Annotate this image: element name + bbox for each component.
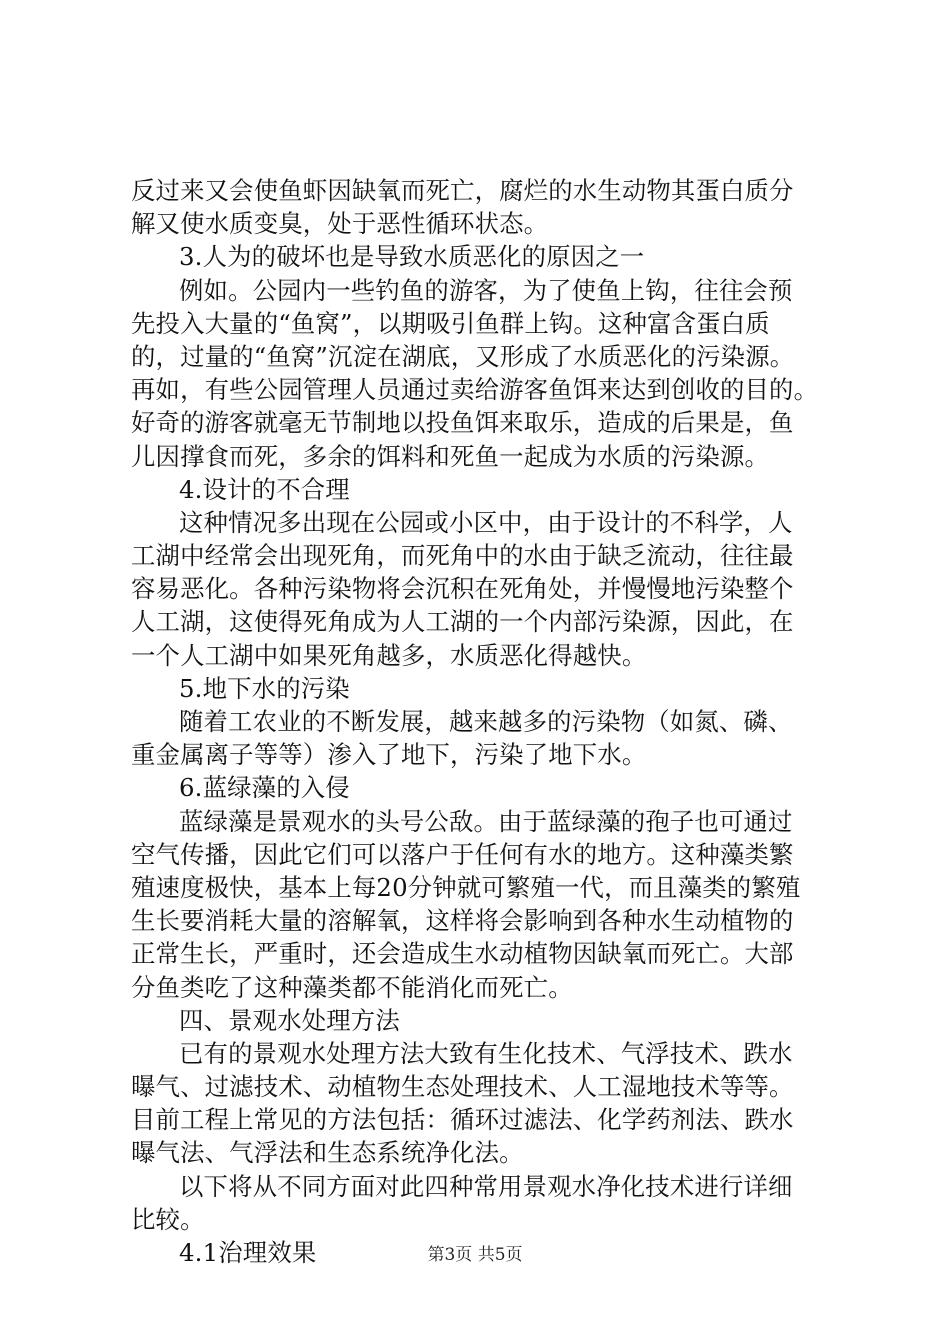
text-line: 重金属离子等等）渗入了地下，污染了地下水。: [131, 740, 647, 770]
text-line: 儿因撑食而死，多余的饵料和死鱼一起成为水质的污染源。: [131, 441, 770, 471]
text-line: 比较。: [131, 1204, 205, 1234]
text-line: 目前工程上常见的方法包括：循环过滤法、化学药剂法、跌水: [131, 1105, 794, 1135]
text-line: 已有的景观水处理方法大致有生化技术、气浮技术、跌水: [179, 1038, 793, 1068]
text-line: 例如。公园内一些钓鱼的游客，为了使鱼上钩，往往会预: [179, 275, 793, 305]
text-line: 这种情况多出现在公园或小区中，由于设计的不科学，人: [179, 507, 793, 537]
text-line: 反过来又会使鱼虾因缺氧而死亡，腐烂的水生动物其蛋白质分: [131, 176, 794, 205]
text-line: 分鱼类吃了这种藻类都不能消化而死亡。: [131, 972, 573, 1002]
text-line: 殖速度极快，基本上每20分钟就可繁殖一代，而且藻类的繁殖: [131, 872, 801, 902]
section-heading: 5.地下水的污染: [179, 673, 350, 703]
body-text: [131, 174, 831, 1269]
section-heading: 3.人为的破坏也是导致水质恶化的原因之一: [179, 242, 645, 272]
text-line: 的，过量的“鱼窝”沉淀在湖底，又形成了水质恶化的污染源。: [131, 341, 795, 371]
text-line: 解又使水质变臭，处于恶性循环状态。: [131, 209, 549, 239]
section-heading: 4.1治理效果: [179, 1238, 317, 1267]
text-line: 正常生长，严重时，还会造成生水动植物因缺氧而死亡。大部: [131, 939, 794, 969]
section-heading: 四、景观水处理方法: [179, 1005, 400, 1035]
text-line: 人工湖，这使得死角成为人工湖的一个内部污染源，因此，在: [131, 607, 794, 637]
text-line: 先投入大量的“鱼窝”，以期吸引鱼群上钩。这种富含蛋白质: [131, 308, 770, 338]
text-line: 再如，有些公园管理人员通过卖给游客鱼饵来达到创收的目的。: [131, 375, 819, 405]
text-line: 曝气法、气浮法和生态系统净化法。: [131, 1138, 524, 1168]
page-footer: 第3页 共5页: [427, 1245, 523, 1265]
text-line: 曝气、过滤技术、动植物生态处理技术、人工湿地技术等等。: [131, 1072, 794, 1102]
section-heading: 6.蓝绿藻的入侵: [179, 773, 350, 803]
text-line: 随着工农业的不断发展，越来越多的污染物（如氮、磷、: [179, 707, 793, 736]
text-line: 空气传播，因此它们可以落户于任何有水的地方。这种藻类繁: [131, 839, 794, 869]
text-line: 工湖中经常会出现死角，而死角中的水由于缺乏流动，往往最: [131, 541, 794, 571]
text-line: 好奇的游客就毫无节制地以投鱼饵来取乐，造成的后果是，鱼: [131, 408, 794, 438]
text-line: 蓝绿藻是景观水的头号公敌。由于蓝绿藻的孢子也可通过: [179, 806, 793, 836]
section-heading: 4.设计的不合理: [179, 474, 350, 504]
text-line: 容易恶化。各种污染物将会沉积在死角处，并慢慢地污染整个: [131, 574, 794, 604]
text-line: 生长要消耗大量的溶解氧，这样将会影响到各种水生动植物的: [131, 906, 794, 936]
text-line: 一个人工湖中如果死角越多，水质恶化得越快。: [131, 640, 647, 670]
text-line: 以下将从不同方面对此四种常用景观水净化技术进行详细: [179, 1171, 793, 1201]
